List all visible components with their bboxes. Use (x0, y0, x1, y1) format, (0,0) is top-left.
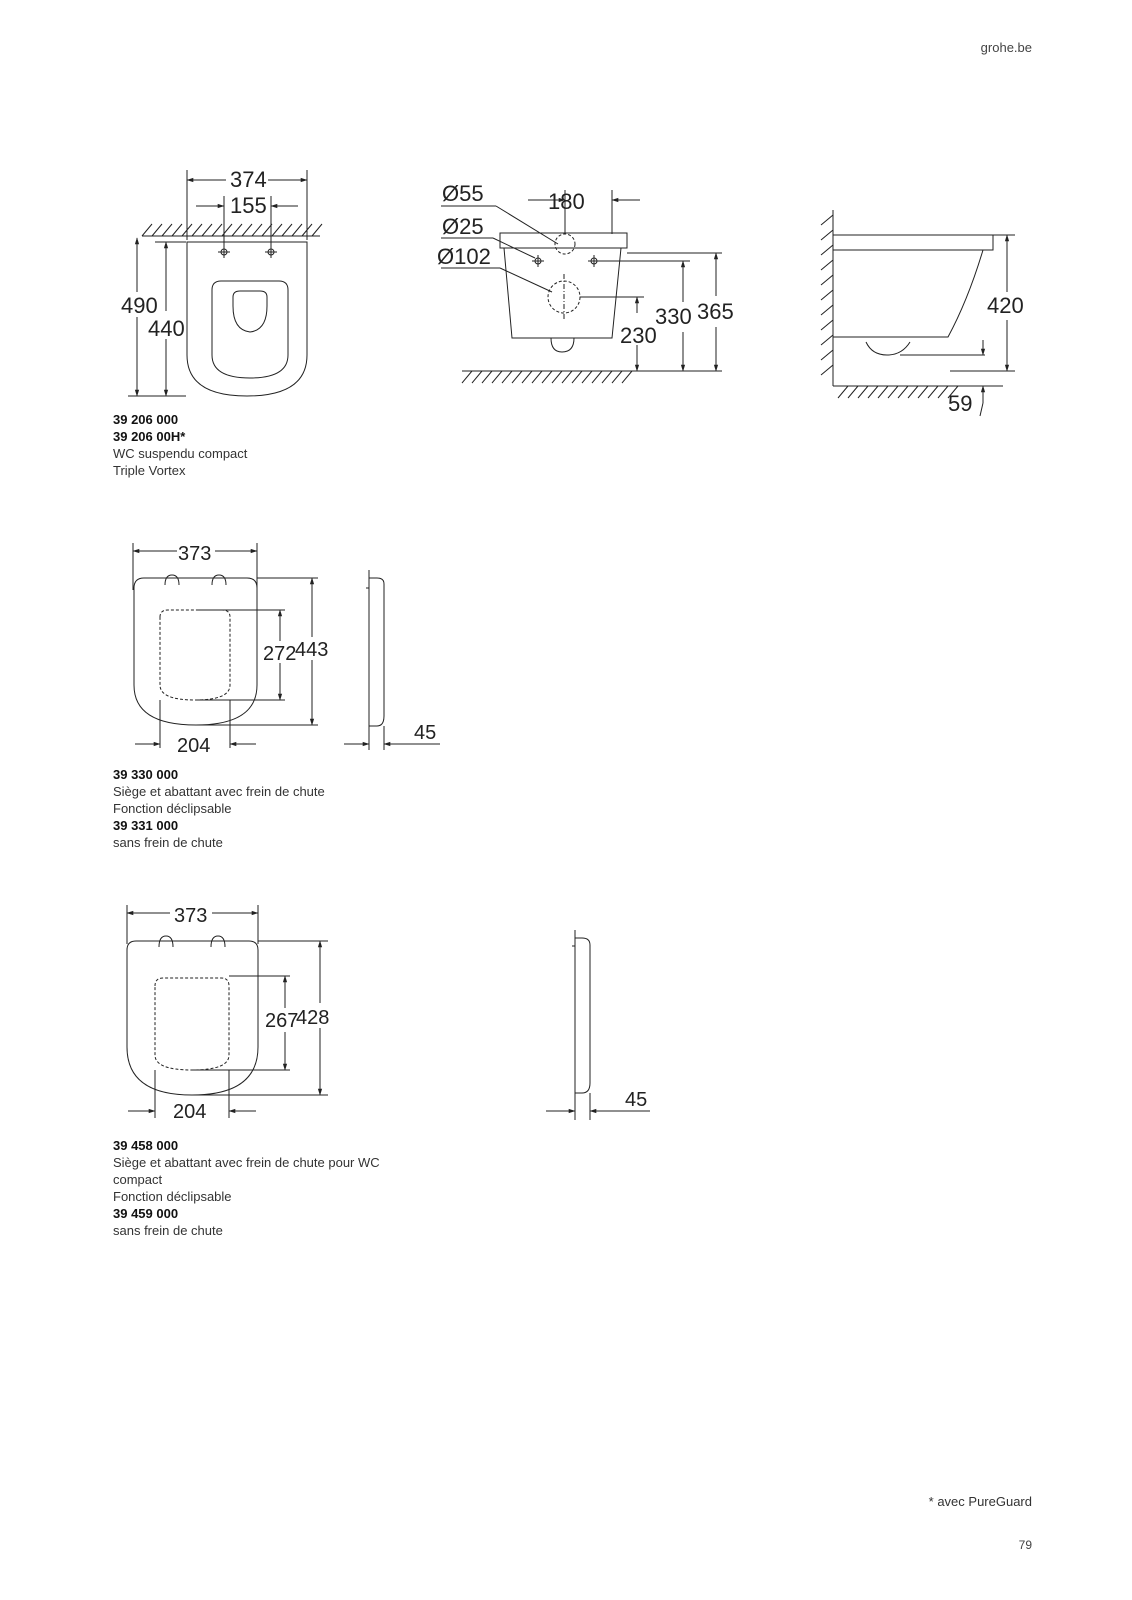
footnote: * avec PureGuard (928, 1494, 1032, 1509)
dim-seat1-length: 443 (295, 639, 329, 661)
product-code: 39 458 000 (113, 1138, 179, 1153)
wc-top-view (128, 170, 322, 396)
dim-wc-inner: 440 (148, 316, 185, 341)
dim-wc-330: 330 (655, 304, 692, 329)
dim-wc-365: 365 (697, 299, 734, 324)
product-description: sans frein de chute (113, 1223, 223, 1238)
dim-seat2-bottom: 204 (173, 1101, 207, 1123)
product-code: 39 331 000 (113, 818, 179, 833)
dim-wc-59: 59 (948, 391, 973, 416)
dim-wc-d55: Ø55 (442, 181, 484, 206)
dim-wc-d25: Ø25 (442, 214, 484, 239)
dim-wc-holes: 155 (230, 193, 267, 218)
dim-seat1-thick: 45 (414, 722, 437, 744)
product-description: sans frein de chute (113, 835, 223, 850)
product-description: Fonction déclipsable (113, 801, 232, 816)
product-description: Triple Vortex (113, 463, 186, 478)
dim-wc-230: 230 (620, 323, 657, 348)
dim-seat2-length: 428 (296, 1007, 330, 1029)
product-caption-wc (113, 411, 413, 479)
page-number: 79 (1018, 1538, 1032, 1552)
dim-wc-420: 420 (987, 293, 1024, 318)
dim-seat1-bottom: 204 (177, 735, 211, 757)
dim-wc-wall: 180 (548, 189, 585, 214)
site-url: grohe.be (980, 40, 1032, 55)
wc-side-view (821, 210, 1015, 416)
dim-wc-d102: Ø102 (437, 244, 491, 269)
dim-wc-length: 490 (121, 293, 158, 318)
dim-seat2-width: 373 (174, 905, 208, 927)
product-code: 39 330 000 (113, 767, 179, 782)
product-code: 39 206 00H* (113, 429, 186, 444)
product-description: Siège et abattant avec frein de chute pour WC compact (113, 1155, 380, 1187)
product-description: Siège et abattant avec frein de chute (113, 784, 325, 799)
dim-seat1-inner: 272 (263, 643, 297, 665)
dim-wc-width: 374 (230, 167, 267, 192)
product-description: WC suspendu compact (113, 446, 248, 461)
product-description: Fonction déclipsable (113, 1189, 232, 1204)
dim-seat2-thick: 45 (625, 1089, 648, 1111)
product-caption-seat2 (113, 1137, 403, 1239)
product-caption-seat1 (113, 766, 413, 851)
dim-seat2-inner: 267 (265, 1010, 299, 1032)
product-code: 39 206 000 (113, 412, 179, 427)
dim-seat1-width: 373 (178, 543, 212, 565)
product-code: 39 459 000 (113, 1206, 179, 1221)
